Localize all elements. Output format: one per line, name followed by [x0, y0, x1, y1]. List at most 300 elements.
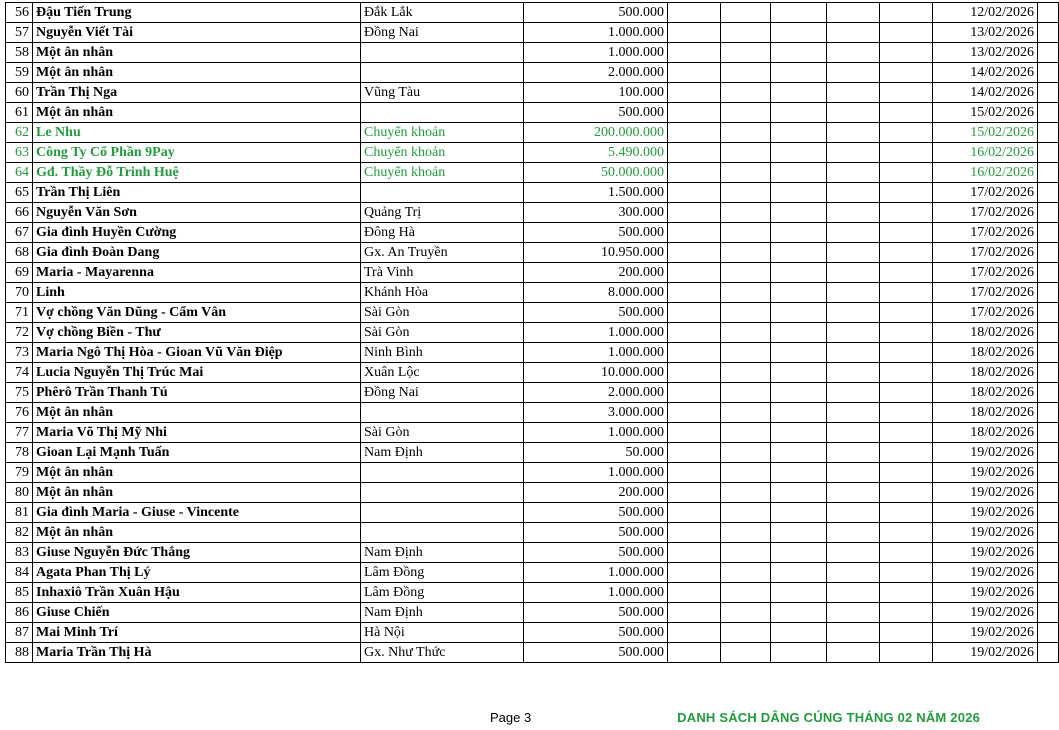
- donor-name-cell: Một ân nhân: [33, 103, 361, 123]
- empty-cell: [827, 243, 880, 263]
- row-number-cell: 84: [6, 563, 33, 583]
- amount-cell: 3.000.000: [524, 403, 668, 423]
- empty-cell: [827, 223, 880, 243]
- table-row: [6, 223, 1059, 243]
- empty-cell: [668, 423, 721, 443]
- date-cell: 19/02/2026: [933, 603, 1038, 623]
- empty-cell: [1038, 323, 1059, 343]
- empty-cell: [668, 363, 721, 383]
- empty-cell: [668, 3, 721, 23]
- donor-place-cell: [361, 503, 524, 523]
- empty-cell: [721, 623, 771, 643]
- date-cell: 18/02/2026: [933, 403, 1038, 423]
- donor-name-cell: Agata Phan Thị Lý: [33, 563, 361, 583]
- row-number-cell: 86: [6, 603, 33, 623]
- empty-cell: [668, 143, 721, 163]
- row-number-cell: 83: [6, 543, 33, 563]
- empty-cell: [880, 463, 933, 483]
- empty-cell: [771, 343, 827, 363]
- row-number-cell: 70: [6, 283, 33, 303]
- empty-cell: [827, 443, 880, 463]
- empty-cell: [771, 263, 827, 283]
- empty-cell: [880, 483, 933, 503]
- donor-place-cell: Trà Vinh: [361, 263, 524, 283]
- empty-cell: [721, 283, 771, 303]
- empty-cell: [721, 403, 771, 423]
- empty-cell: [880, 283, 933, 303]
- donation-table-body: [6, 3, 1059, 663]
- table-row: [6, 443, 1059, 463]
- empty-cell: [721, 143, 771, 163]
- empty-cell: [827, 203, 880, 223]
- empty-cell: [771, 523, 827, 543]
- date-cell: 18/02/2026: [933, 423, 1038, 443]
- donor-place-cell: [361, 63, 524, 83]
- date-cell: 16/02/2026: [933, 143, 1038, 163]
- row-number-cell: 65: [6, 183, 33, 203]
- empty-cell: [880, 623, 933, 643]
- empty-cell: [721, 363, 771, 383]
- donor-place-cell: Hà Nội: [361, 623, 524, 643]
- date-cell: 18/02/2026: [933, 383, 1038, 403]
- empty-cell: [827, 183, 880, 203]
- row-number-cell: 62: [6, 123, 33, 143]
- table-row: [6, 483, 1059, 503]
- empty-cell: [880, 543, 933, 563]
- empty-cell: [668, 603, 721, 623]
- amount-cell: 500.000: [524, 623, 668, 643]
- donor-place-cell: Gx. An Truyền: [361, 243, 524, 263]
- empty-cell: [1038, 343, 1059, 363]
- empty-cell: [771, 623, 827, 643]
- amount-cell: 1.000.000: [524, 343, 668, 363]
- empty-cell: [721, 583, 771, 603]
- amount-cell: 500.000: [524, 103, 668, 123]
- empty-cell: [1038, 43, 1059, 63]
- empty-cell: [827, 143, 880, 163]
- row-number-cell: 73: [6, 343, 33, 363]
- empty-cell: [771, 303, 827, 323]
- table-row: [6, 423, 1059, 443]
- amount-cell: 500.000: [524, 303, 668, 323]
- row-number-cell: 67: [6, 223, 33, 243]
- row-number-cell: 79: [6, 463, 33, 483]
- table-row: [6, 203, 1059, 223]
- donation-table: [5, 2, 1059, 663]
- empty-cell: [771, 83, 827, 103]
- empty-cell: [771, 363, 827, 383]
- empty-cell: [668, 583, 721, 603]
- empty-cell: [771, 563, 827, 583]
- empty-cell: [668, 483, 721, 503]
- empty-cell: [1038, 423, 1059, 443]
- empty-cell: [668, 343, 721, 363]
- empty-cell: [721, 603, 771, 623]
- table-row: [6, 523, 1059, 543]
- donor-name-cell: Đậu Tiến Trung: [33, 3, 361, 23]
- empty-cell: [771, 643, 827, 663]
- date-cell: 17/02/2026: [933, 183, 1038, 203]
- donor-place-cell: Chuyển khoản: [361, 143, 524, 163]
- page-number: Page 3: [490, 710, 532, 725]
- empty-cell: [721, 103, 771, 123]
- table-row: [6, 543, 1059, 563]
- empty-cell: [827, 303, 880, 323]
- amount-cell: 500.000: [524, 3, 668, 23]
- donor-name-cell: Một ân nhân: [33, 63, 361, 83]
- empty-cell: [721, 63, 771, 83]
- date-cell: 19/02/2026: [933, 543, 1038, 563]
- empty-cell: [827, 323, 880, 343]
- empty-cell: [827, 623, 880, 643]
- empty-cell: [1038, 3, 1059, 23]
- empty-cell: [721, 523, 771, 543]
- donor-place-cell: Nam Định: [361, 543, 524, 563]
- donor-place-cell: Lâm Đồng: [361, 563, 524, 583]
- empty-cell: [668, 83, 721, 103]
- empty-cell: [880, 643, 933, 663]
- donor-name-cell: Phêrô Trần Thanh Tú: [33, 383, 361, 403]
- empty-cell: [880, 403, 933, 423]
- row-number-cell: 68: [6, 243, 33, 263]
- donor-place-cell: Khánh Hòa: [361, 283, 524, 303]
- date-cell: 13/02/2026: [933, 23, 1038, 43]
- date-cell: 17/02/2026: [933, 203, 1038, 223]
- amount-cell: 500.000: [524, 503, 668, 523]
- empty-cell: [668, 63, 721, 83]
- empty-cell: [771, 63, 827, 83]
- empty-cell: [827, 643, 880, 663]
- empty-cell: [668, 263, 721, 283]
- row-number-cell: 76: [6, 403, 33, 423]
- date-cell: 15/02/2026: [933, 123, 1038, 143]
- table-row: [6, 283, 1059, 303]
- donor-place-cell: Ninh Bình: [361, 343, 524, 363]
- row-number-cell: 81: [6, 503, 33, 523]
- empty-cell: [668, 303, 721, 323]
- empty-cell: [721, 23, 771, 43]
- empty-cell: [1038, 643, 1059, 663]
- empty-cell: [771, 463, 827, 483]
- row-number-cell: 57: [6, 23, 33, 43]
- row-number-cell: 85: [6, 583, 33, 603]
- row-number-cell: 58: [6, 43, 33, 63]
- empty-cell: [771, 603, 827, 623]
- empty-cell: [771, 203, 827, 223]
- empty-cell: [1038, 363, 1059, 383]
- empty-cell: [721, 83, 771, 103]
- empty-cell: [827, 423, 880, 443]
- empty-cell: [721, 563, 771, 583]
- empty-cell: [668, 23, 721, 43]
- empty-cell: [1038, 603, 1059, 623]
- empty-cell: [880, 523, 933, 543]
- empty-cell: [827, 123, 880, 143]
- donor-place-cell: Chuyển khoản: [361, 123, 524, 143]
- row-number-cell: 71: [6, 303, 33, 323]
- table-row: [6, 263, 1059, 283]
- date-cell: 19/02/2026: [933, 483, 1038, 503]
- amount-cell: 50.000: [524, 443, 668, 463]
- table-row: [6, 43, 1059, 63]
- empty-cell: [721, 43, 771, 63]
- empty-cell: [1038, 243, 1059, 263]
- date-cell: 19/02/2026: [933, 503, 1038, 523]
- empty-cell: [880, 183, 933, 203]
- empty-cell: [668, 463, 721, 483]
- empty-cell: [880, 103, 933, 123]
- donor-place-cell: [361, 463, 524, 483]
- empty-cell: [1038, 123, 1059, 143]
- amount-cell: 1.000.000: [524, 323, 668, 343]
- empty-cell: [827, 583, 880, 603]
- empty-cell: [880, 563, 933, 583]
- date-cell: 17/02/2026: [933, 283, 1038, 303]
- date-cell: 19/02/2026: [933, 623, 1038, 643]
- table-row: [6, 563, 1059, 583]
- donor-name-cell: Một ân nhân: [33, 43, 361, 63]
- donor-place-cell: Quảng Trị: [361, 203, 524, 223]
- empty-cell: [721, 463, 771, 483]
- empty-cell: [827, 483, 880, 503]
- row-number-cell: 87: [6, 623, 33, 643]
- donor-name-cell: Inhaxiô Trần Xuân Hậu: [33, 583, 361, 603]
- amount-cell: 1.500.000: [524, 183, 668, 203]
- empty-cell: [668, 203, 721, 223]
- donor-place-cell: Đồng Nai: [361, 23, 524, 43]
- row-number-cell: 82: [6, 523, 33, 543]
- empty-cell: [721, 243, 771, 263]
- date-cell: 19/02/2026: [933, 583, 1038, 603]
- empty-cell: [721, 183, 771, 203]
- empty-cell: [771, 283, 827, 303]
- empty-cell: [721, 223, 771, 243]
- empty-cell: [721, 163, 771, 183]
- empty-cell: [668, 543, 721, 563]
- row-number-cell: 69: [6, 263, 33, 283]
- empty-cell: [1038, 63, 1059, 83]
- empty-cell: [771, 103, 827, 123]
- date-cell: 17/02/2026: [933, 223, 1038, 243]
- empty-cell: [668, 243, 721, 263]
- donor-place-cell: Gx. Như Thức: [361, 643, 524, 663]
- amount-cell: 50.000.000: [524, 163, 668, 183]
- date-cell: 19/02/2026: [933, 443, 1038, 463]
- empty-cell: [1038, 143, 1059, 163]
- empty-cell: [668, 103, 721, 123]
- amount-cell: 100.000: [524, 83, 668, 103]
- table-row: [6, 463, 1059, 483]
- empty-cell: [1038, 563, 1059, 583]
- document-title: DANH SÁCH DÂNG CÚNG THÁNG 02 NĂM 2026: [677, 710, 980, 725]
- table-row: [6, 643, 1059, 663]
- empty-cell: [880, 83, 933, 103]
- date-cell: 16/02/2026: [933, 163, 1038, 183]
- donor-place-cell: [361, 43, 524, 63]
- empty-cell: [880, 3, 933, 23]
- donor-name-cell: Một ân nhân: [33, 403, 361, 423]
- empty-cell: [721, 443, 771, 463]
- amount-cell: 10.950.000: [524, 243, 668, 263]
- donor-name-cell: Giuse Nguyễn Đức Thắng: [33, 543, 361, 563]
- empty-cell: [771, 503, 827, 523]
- donor-name-cell: Lucia Nguyễn Thị Trúc Mai: [33, 363, 361, 383]
- donor-name-cell: Gđ. Thầy Đỗ Trinh Huệ: [33, 163, 361, 183]
- date-cell: 19/02/2026: [933, 563, 1038, 583]
- donor-place-cell: Lâm Đồng: [361, 583, 524, 603]
- empty-cell: [771, 23, 827, 43]
- empty-cell: [880, 583, 933, 603]
- empty-cell: [771, 123, 827, 143]
- date-cell: 18/02/2026: [933, 323, 1038, 343]
- empty-cell: [771, 543, 827, 563]
- date-cell: 18/02/2026: [933, 363, 1038, 383]
- row-number-cell: 72: [6, 323, 33, 343]
- empty-cell: [1038, 83, 1059, 103]
- amount-cell: 1.000.000: [524, 423, 668, 443]
- empty-cell: [668, 223, 721, 243]
- donor-name-cell: Gia đình Maria - Giuse - Vincente: [33, 503, 361, 523]
- empty-cell: [771, 583, 827, 603]
- empty-cell: [1038, 403, 1059, 423]
- amount-cell: 500.000: [524, 643, 668, 663]
- empty-cell: [1038, 23, 1059, 43]
- date-cell: 17/02/2026: [933, 263, 1038, 283]
- empty-cell: [880, 303, 933, 323]
- row-number-cell: 60: [6, 83, 33, 103]
- empty-cell: [771, 183, 827, 203]
- table-row: [6, 83, 1059, 103]
- empty-cell: [1038, 263, 1059, 283]
- donor-place-cell: Nam Định: [361, 443, 524, 463]
- empty-cell: [880, 323, 933, 343]
- empty-cell: [771, 143, 827, 163]
- empty-cell: [880, 63, 933, 83]
- empty-cell: [1038, 203, 1059, 223]
- empty-cell: [880, 263, 933, 283]
- empty-cell: [880, 163, 933, 183]
- amount-cell: 200.000.000: [524, 123, 668, 143]
- donor-place-cell: [361, 483, 524, 503]
- row-number-cell: 56: [6, 3, 33, 23]
- empty-cell: [1038, 543, 1059, 563]
- empty-cell: [721, 303, 771, 323]
- empty-cell: [1038, 623, 1059, 643]
- donor-name-cell: Maria - Mayarenna: [33, 263, 361, 283]
- donor-name-cell: Giuse Chiến: [33, 603, 361, 623]
- date-cell: 19/02/2026: [933, 643, 1038, 663]
- donor-name-cell: Linh: [33, 283, 361, 303]
- row-number-cell: 63: [6, 143, 33, 163]
- donor-name-cell: Mai Minh Trí: [33, 623, 361, 643]
- amount-cell: 1.000.000: [524, 463, 668, 483]
- empty-cell: [880, 443, 933, 463]
- empty-cell: [1038, 443, 1059, 463]
- donor-name-cell: Maria Ngô Thị Hòa - Gioan Vũ Văn Điệp: [33, 343, 361, 363]
- donor-name-cell: Nguyễn Viết Tài: [33, 23, 361, 43]
- row-number-cell: 61: [6, 103, 33, 123]
- donor-place-cell: Xuân Lộc: [361, 363, 524, 383]
- empty-cell: [771, 403, 827, 423]
- row-number-cell: 64: [6, 163, 33, 183]
- empty-cell: [827, 603, 880, 623]
- empty-cell: [827, 463, 880, 483]
- empty-cell: [771, 223, 827, 243]
- empty-cell: [827, 263, 880, 283]
- empty-cell: [721, 643, 771, 663]
- empty-cell: [880, 123, 933, 143]
- empty-cell: [668, 503, 721, 523]
- donor-place-cell: [361, 103, 524, 123]
- table-row: [6, 243, 1059, 263]
- date-cell: 12/02/2026: [933, 3, 1038, 23]
- table-row: [6, 103, 1059, 123]
- empty-cell: [1038, 383, 1059, 403]
- empty-cell: [827, 503, 880, 523]
- empty-cell: [880, 343, 933, 363]
- empty-cell: [1038, 463, 1059, 483]
- empty-cell: [880, 223, 933, 243]
- empty-cell: [827, 103, 880, 123]
- donor-place-cell: Sài Gòn: [361, 323, 524, 343]
- donor-name-cell: Vợ chồng Biền - Thư: [33, 323, 361, 343]
- date-cell: 15/02/2026: [933, 103, 1038, 123]
- date-cell: 13/02/2026: [933, 43, 1038, 63]
- empty-cell: [771, 243, 827, 263]
- empty-cell: [668, 403, 721, 423]
- date-cell: 17/02/2026: [933, 243, 1038, 263]
- empty-cell: [721, 123, 771, 143]
- date-cell: 14/02/2026: [933, 63, 1038, 83]
- empty-cell: [721, 323, 771, 343]
- date-cell: 14/02/2026: [933, 83, 1038, 103]
- empty-cell: [771, 443, 827, 463]
- empty-cell: [668, 123, 721, 143]
- table-row: [6, 403, 1059, 423]
- empty-cell: [668, 443, 721, 463]
- empty-cell: [827, 523, 880, 543]
- table-row: [6, 123, 1059, 143]
- donor-place-cell: [361, 183, 524, 203]
- donor-place-cell: Đồng Nai: [361, 383, 524, 403]
- empty-cell: [771, 483, 827, 503]
- donor-name-cell: Trần Thị Nga: [33, 83, 361, 103]
- table-row: [6, 323, 1059, 343]
- empty-cell: [880, 503, 933, 523]
- table-row: [6, 623, 1059, 643]
- table-row: [6, 3, 1059, 23]
- empty-cell: [827, 403, 880, 423]
- empty-cell: [668, 623, 721, 643]
- empty-cell: [668, 643, 721, 663]
- donor-name-cell: Gia đình Đoàn Dang: [33, 243, 361, 263]
- empty-cell: [771, 383, 827, 403]
- table-row: [6, 583, 1059, 603]
- table-row: [6, 163, 1059, 183]
- empty-cell: [1038, 523, 1059, 543]
- donor-place-cell: Nam Định: [361, 603, 524, 623]
- empty-cell: [880, 143, 933, 163]
- empty-cell: [827, 363, 880, 383]
- donor-place-cell: Sài Gòn: [361, 303, 524, 323]
- empty-cell: [880, 423, 933, 443]
- row-number-cell: 78: [6, 443, 33, 463]
- empty-cell: [668, 43, 721, 63]
- donor-name-cell: Một ân nhân: [33, 483, 361, 503]
- empty-cell: [827, 343, 880, 363]
- amount-cell: 10.000.000: [524, 363, 668, 383]
- empty-cell: [721, 383, 771, 403]
